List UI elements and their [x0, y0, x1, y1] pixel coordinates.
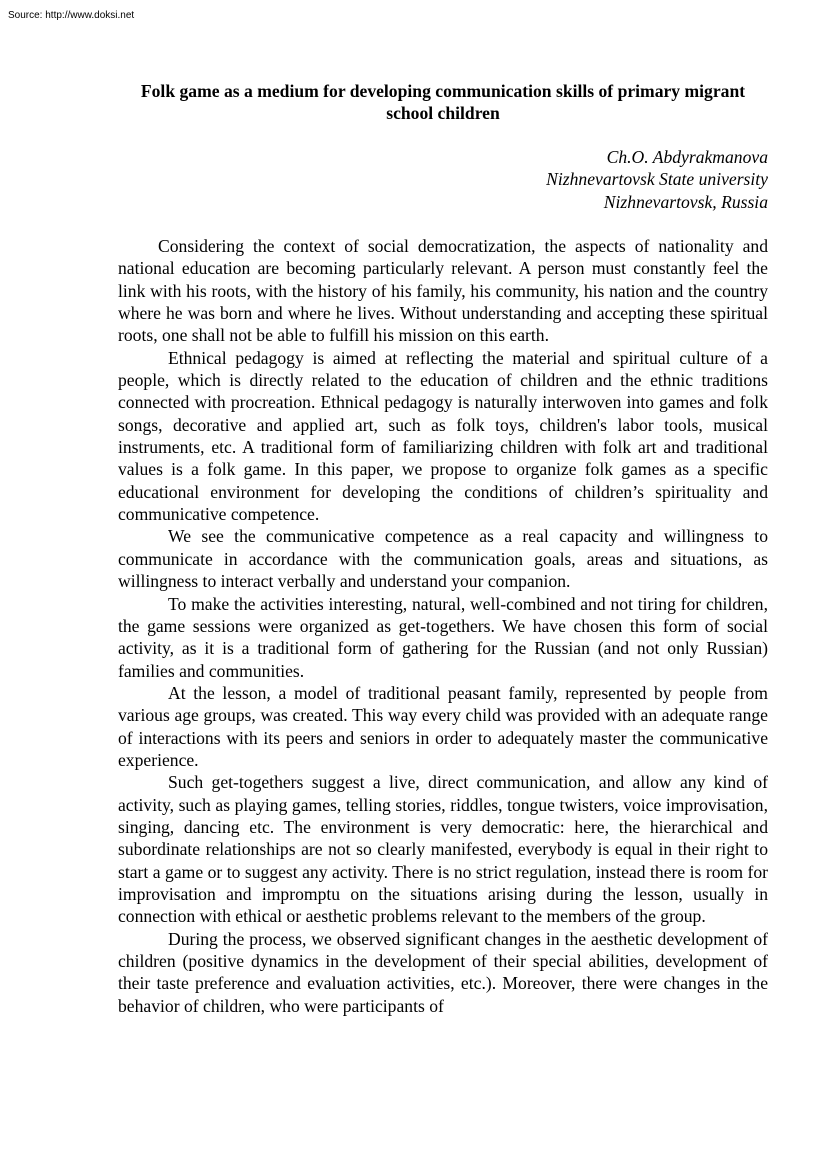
paragraph: To make the activities interesting, natural, well-combined and not tiring for children, the game sessions were organized as get-togethers. We have chosen this form of social activity, as it is a traditional form of gathering for the Russian (and not only Russian) families and communities.	[118, 593, 768, 681]
author-name: Ch.O. Abdyrakmanova	[606, 147, 768, 167]
paper-title: Folk game as a medium for developing communication skills of primary migrant school children	[140, 81, 746, 123]
source-note: Source: http://www.doksi.net	[8, 10, 135, 21]
paragraph: During the process, we observed significant changes in the aesthetic development of children (positive dynamics in the development of their special abilities, development of their taste preference and evaluation activities, etc.). Moreover, there were changes in the behavior of children, who were participants of	[118, 928, 768, 1016]
author-location: Nizhnevartovsk, Russia	[603, 191, 768, 212]
author-block	[400, 146, 768, 213]
paragraph: At the lesson, a model of traditional peasant family, represented by people from various age groups, was created. This way every child was provided with an adequate range of interactions with its peers and seniors in order to adequately master the communicative experience.	[118, 682, 768, 770]
paper-body	[118, 235, 768, 1017]
paragraph: Ethnical pedagogy is aimed at reflecting the material and spiritual culture of a people, which is directly related to the education of children and the ethnic traditions connected with procreation. Ethnical pedagogy is naturally interwoven into games and folk songs, decorative and applied art, such as folk toys, children's labor tools, musical instruments, etc. A traditional form of familiarizing children with folk art and traditional values is a folk game. In this paper, we propose to organize folk games as a specific educational environment for developing the conditions of children’s spirituality and communicative competence.	[118, 347, 768, 525]
author-affiliation: Nizhnevartovsk State university	[546, 169, 768, 190]
paragraph: Considering the context of social democratization, the aspects of nationality and national education are becoming particularly relevant. A person must constantly feel the link with his roots, with the history of his family, his community, his nation and the country where he was born and where he lives. Without understanding and accepting these spiritual roots, one shall not be able to fulfill his mission on this earth.	[118, 236, 768, 346]
paragraph: We see the communicative competence as a real capacity and willingness to communicate in accordance with the communication goals, areas and situations, as willingness to interact verbally and understand your companion.	[118, 526, 768, 592]
paragraph: Such get-togethers suggest a live, direct communication, and allow any kind of activity, such as playing games, telling stories, riddles, tongue twisters, voice improvisation, singing, dancing etc. The environment is very democratic: here, the hierarchical and subordinate relationships are not so clearly manifested, everybody is equal in their right to start a game or to suggest any activity. There is no strict regulation, instead there is room for improvisation and impromptu on the situations arising during the lesson, usually in connection with ethical or aesthetic problems relevant to the members of the group.	[118, 772, 768, 927]
